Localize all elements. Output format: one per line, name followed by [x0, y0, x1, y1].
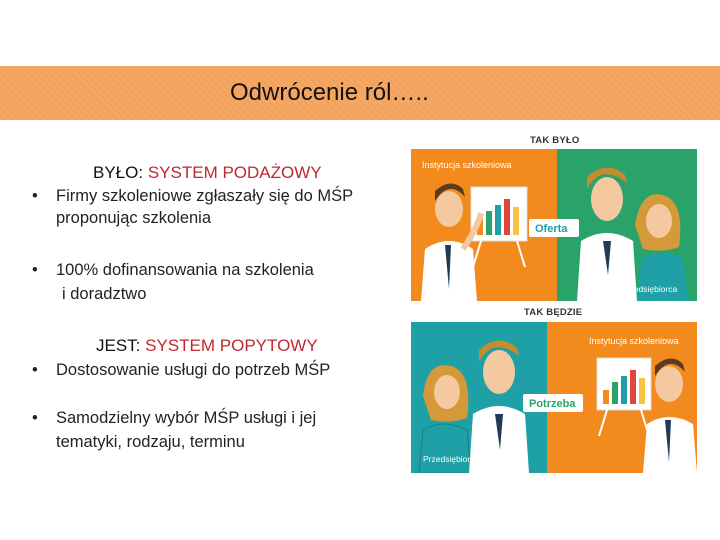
- caption-after: TAK BĘDZIE: [524, 307, 583, 318]
- heading-before-label: BYŁO:: [93, 163, 144, 182]
- need-label: Potrzeba: [529, 398, 576, 410]
- illustration-after: [411, 322, 697, 473]
- entrepreneur-label: Przedsiębiorca: [423, 454, 480, 464]
- slide-title: Odwrócenie ról…..: [230, 79, 429, 106]
- heading-before: [93, 163, 322, 183]
- entrepreneur-label: Przedsiębiorca: [621, 284, 678, 294]
- bullet-line: 100% dofinansowania na szkolenia: [56, 261, 314, 279]
- institution-label: Instytucja szkoleniowa: [589, 336, 679, 346]
- bullet-line: i doradztwo: [62, 285, 147, 303]
- illustration-before: [411, 149, 697, 301]
- bullet-line: tematyki, rodzaju, terminu: [56, 433, 245, 451]
- bullet-line: Samodzielny wybór MŚP usługi i jej: [56, 409, 317, 427]
- need-bubble: [523, 394, 583, 412]
- offer-bubble: [529, 219, 579, 237]
- offer-label: Oferta: [535, 223, 568, 235]
- bullet-line: Firmy szkoleniowe zgłaszały się do MŚP: [56, 187, 354, 205]
- bullet-icon: •: [32, 261, 38, 279]
- caption-before: TAK BYŁO: [530, 135, 580, 146]
- bullet-icon: •: [32, 187, 38, 205]
- heading-now: [96, 336, 318, 356]
- bullet-icon: •: [32, 409, 38, 427]
- bullet-icon: •: [32, 361, 38, 379]
- heading-now-label: JEST:: [96, 336, 141, 355]
- heading-before-accent: SYSTEM PODAŻOWY: [147, 163, 322, 182]
- institution-label: Instytucja szkoleniowa: [422, 160, 512, 170]
- heading-now-accent: SYSTEM POPYTOWY: [145, 336, 318, 355]
- bullet-line: Dostosowanie usługi do potrzeb MŚP: [56, 361, 331, 379]
- bullet-line: proponując szkolenia: [56, 209, 212, 227]
